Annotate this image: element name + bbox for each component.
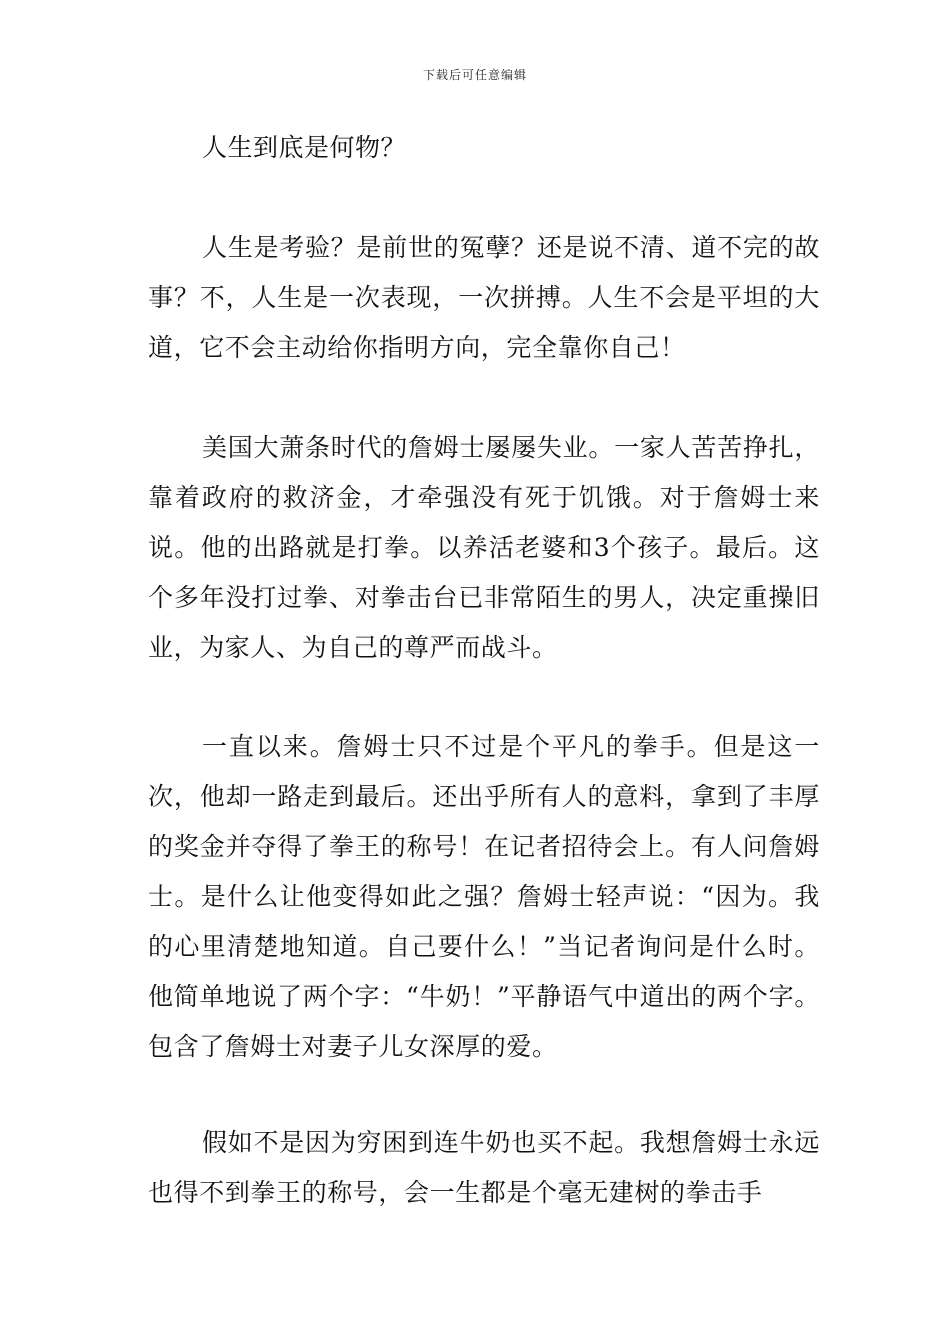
- header-note: 下载后可任意编辑: [422, 68, 527, 82]
- paragraph-1: 人生是考验？是前世的冤孽？还是说不清、道不完的故事？不，人生是一次表现，一次拼搏。人生不会是平坦的大道，它不会主动给你指明方向，完全靠你自己！: [148, 233, 820, 362]
- paragraph-2: 美国大萧条时代的詹姆士屡屡失业。一家人苦苦挣扎，靠着政府的救济金，才牵强没有死于饥饿。对于詹姆士来说。他的出路就是打拳。以养活老婆和3个孩子。最后。这个多年没打过拳、对拳击台已非常陌生的男人，决定重操旧业，为家人、为自己的尊严而战斗。: [148, 433, 820, 662]
- document-title: 人生到底是何物？: [202, 133, 407, 162]
- paragraph-3: 一直以来。詹姆士只不过是个平凡的拳手。但是这一次，他却一路走到最后。还出乎所有人的意料，拿到了丰厚的奖金并夺得了拳王的称号！在记者招待会上。有人问詹姆士。是什么让他变得如此之强？詹姆士轻声说：“因为。我的心里清楚地知道。自己要什么！”当记者询问是什么时。他简单地说了两个字：“牛奶！”平静语气中道出的两个字。包含了詹姆士对妻子儿女深厚的爱。: [148, 732, 820, 1061]
- paragraph-4: 假如不是因为穷困到连牛奶也买不起。我想詹姆士永远也得不到拳王的称号，会一生都是个毫无建树的拳击手: [148, 1128, 820, 1207]
